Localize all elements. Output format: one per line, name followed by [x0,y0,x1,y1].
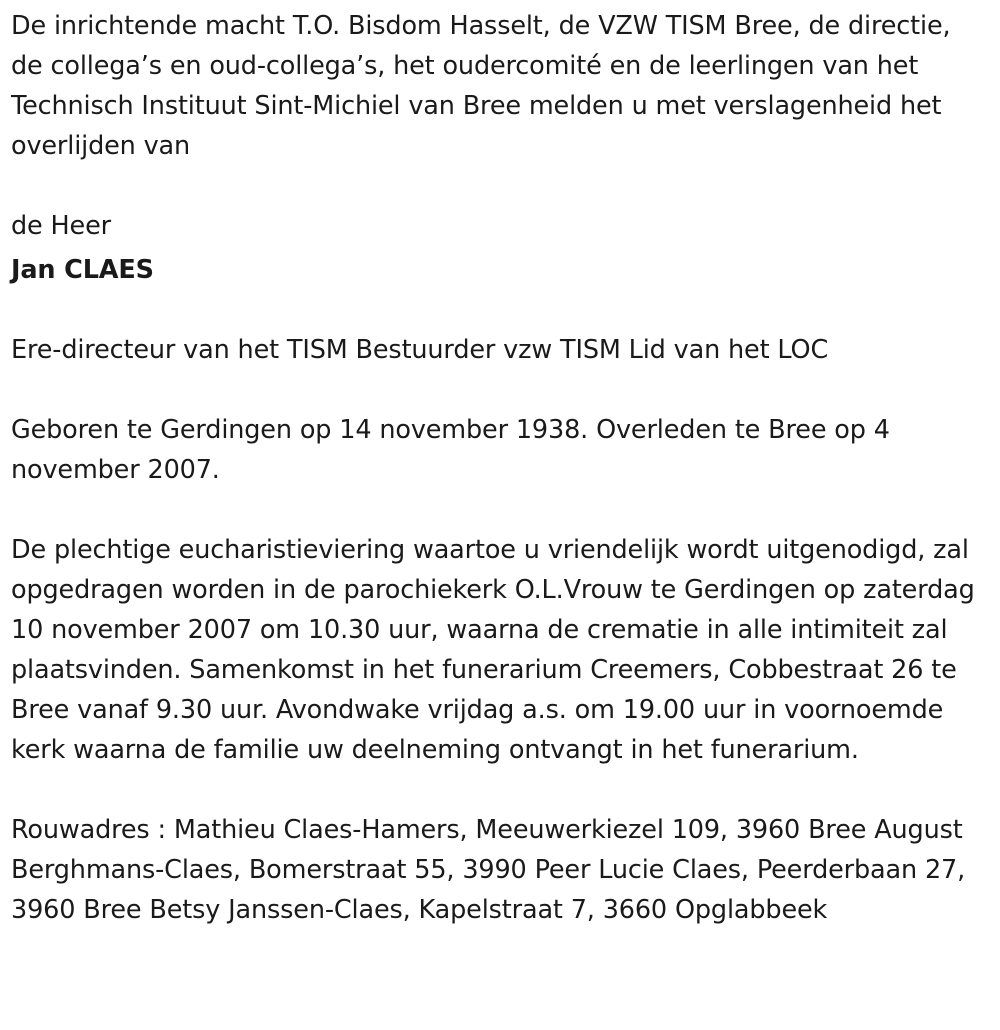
titles-line: Ere-directeur van het TISM Bestuurder vzw TISM Lid van het LOC [11,335,829,365]
spacer [11,370,984,410]
ceremony-paragraph: De plechtige eucharistieviering waartoe u vriendelijk wordt uitgenodigd, zal opgedragen worden in de parochiekerk O.L.Vrouw te Gerdingen op zaterdag 10 november 2007 om 10.30 uur, waarna de crematie in alle intimiteit zal plaatsvinden. Samenkomst in het funerarium Creemers, Cobbestraat 26 te Bree vanaf 9.30 uur. Avondwake vrijdag a.s. om 19.00 uur in voornoemde kerk waarna de familie uw deelneming ontvangt in het funerarium. [11,535,975,765]
spacer [11,166,984,206]
spacer [11,490,984,530]
spacer [11,770,984,810]
deceased-name: Jan CLAES [11,255,154,285]
salutation: de Heer [11,211,111,241]
spacer [11,290,984,330]
intro-paragraph: De inrichtende macht T.O. Bisdom Hasselt, de VZW TISM Bree, de directie, de collega’s en oud-collega’s, het oudercomité en de leerlingen van het Technisch Instituut Sint-Michiel van Bree melden u met verslagenheid het overlijden van [11,11,951,161]
mourning-addresses: Rouwadres : Mathieu Claes-Hamers, Meeuwerkiezel 109, 3960 Bree August Berghmans-Claes, Bomerstraat 55, 3990 Peer Lucie Claes, Peerderbaan 27, 3960 Bree Betsy Janssen-Claes, Kapelstraat 7, 3660 Opglabbeek [11,815,966,925]
birth-death-paragraph: Geboren te Gerdingen op 14 november 1938. Overleden te Bree op 4 november 2007. [11,415,890,485]
